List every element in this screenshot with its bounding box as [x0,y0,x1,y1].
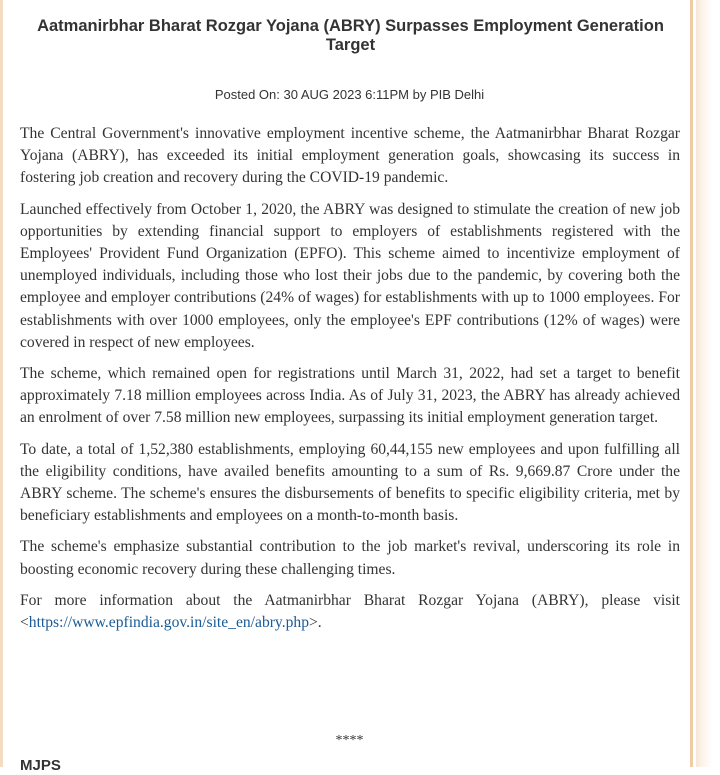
abry-info-link[interactable]: https://www.epfindia.gov.in/site_en/abry.php [28,614,310,632]
paragraph-benefits: To date, a total of 1,52,380 establishments, employing 60,44,155 new employees and upon fulfilling all the eligibility conditions, have availed benefits amounting to a sum of Rs. 9,669.87 Crore under the ABRY scheme. The scheme's ensures the disbursements of benefits to specific eligibility criteria, met by beneficiary establishments and employees on a month-to-month basis. [20,440,680,525]
article-body [20,123,680,643]
paragraph-impact: The scheme's emphasize substantial contribution to the job market's revival, underscoring its role in boosting economic recovery during these challenging times. [20,538,680,578]
page-title: Aatmanirbhar Bharat Rozgar Yojana (ABRY) Surpasses Employment Generation Target [37,17,664,54]
page-edge-shadow [696,0,720,767]
paragraph-target: The scheme, which remained open for registrations until March 31, 2022, had set a target to benefit approximately 7.18 million employees across India. As of July 31, 2023, the ABRY has already achieved an enrolment of over 7.58 million new employees, surpassing its initial employment generation target. [20,365,680,427]
paragraph-intro: The Central Government's innovative employment incentive scheme, the Aatmanirbhar Bharat Rozgar Yojana (ABRY), has exceeded its initial employment generation goals, showcasing its success in fostering job creation and recovery during the COVID-19 pandemic. [20,125,680,187]
posted-date-line: Posted On: 30 AUG 2023 6:11PM by PIB Delhi [214,87,485,102]
more-info-prefix: For more information about the Aatmanirbhar Bharat Rozgar Yojana (ABRY), please visit < [20,591,680,632]
footer-initials: MJPS [20,757,61,774]
paragraph-more-info [20,590,680,634]
paragraph-launch: Launched effectively from October 1, 2020, the ABRY was designed to stimulate the creation of new job opportunities by extending financial support to employers of establishments registered with the Employees' Provident Fund Organization (EPFO). This scheme aimed to incentivize employment of unemployed individuals, including those who lost their jobs due to the pandemic, by covering both the employee and employer contributions (24% of wages) for establishments with up to 1000 employees. For establishments with over 1000 employees, only the employee's EPF contributions (12% of wages) were covered in respect of new employees. [20,200,680,351]
section-separator: **** [335,733,364,748]
more-info-suffix: >. [309,614,322,632]
